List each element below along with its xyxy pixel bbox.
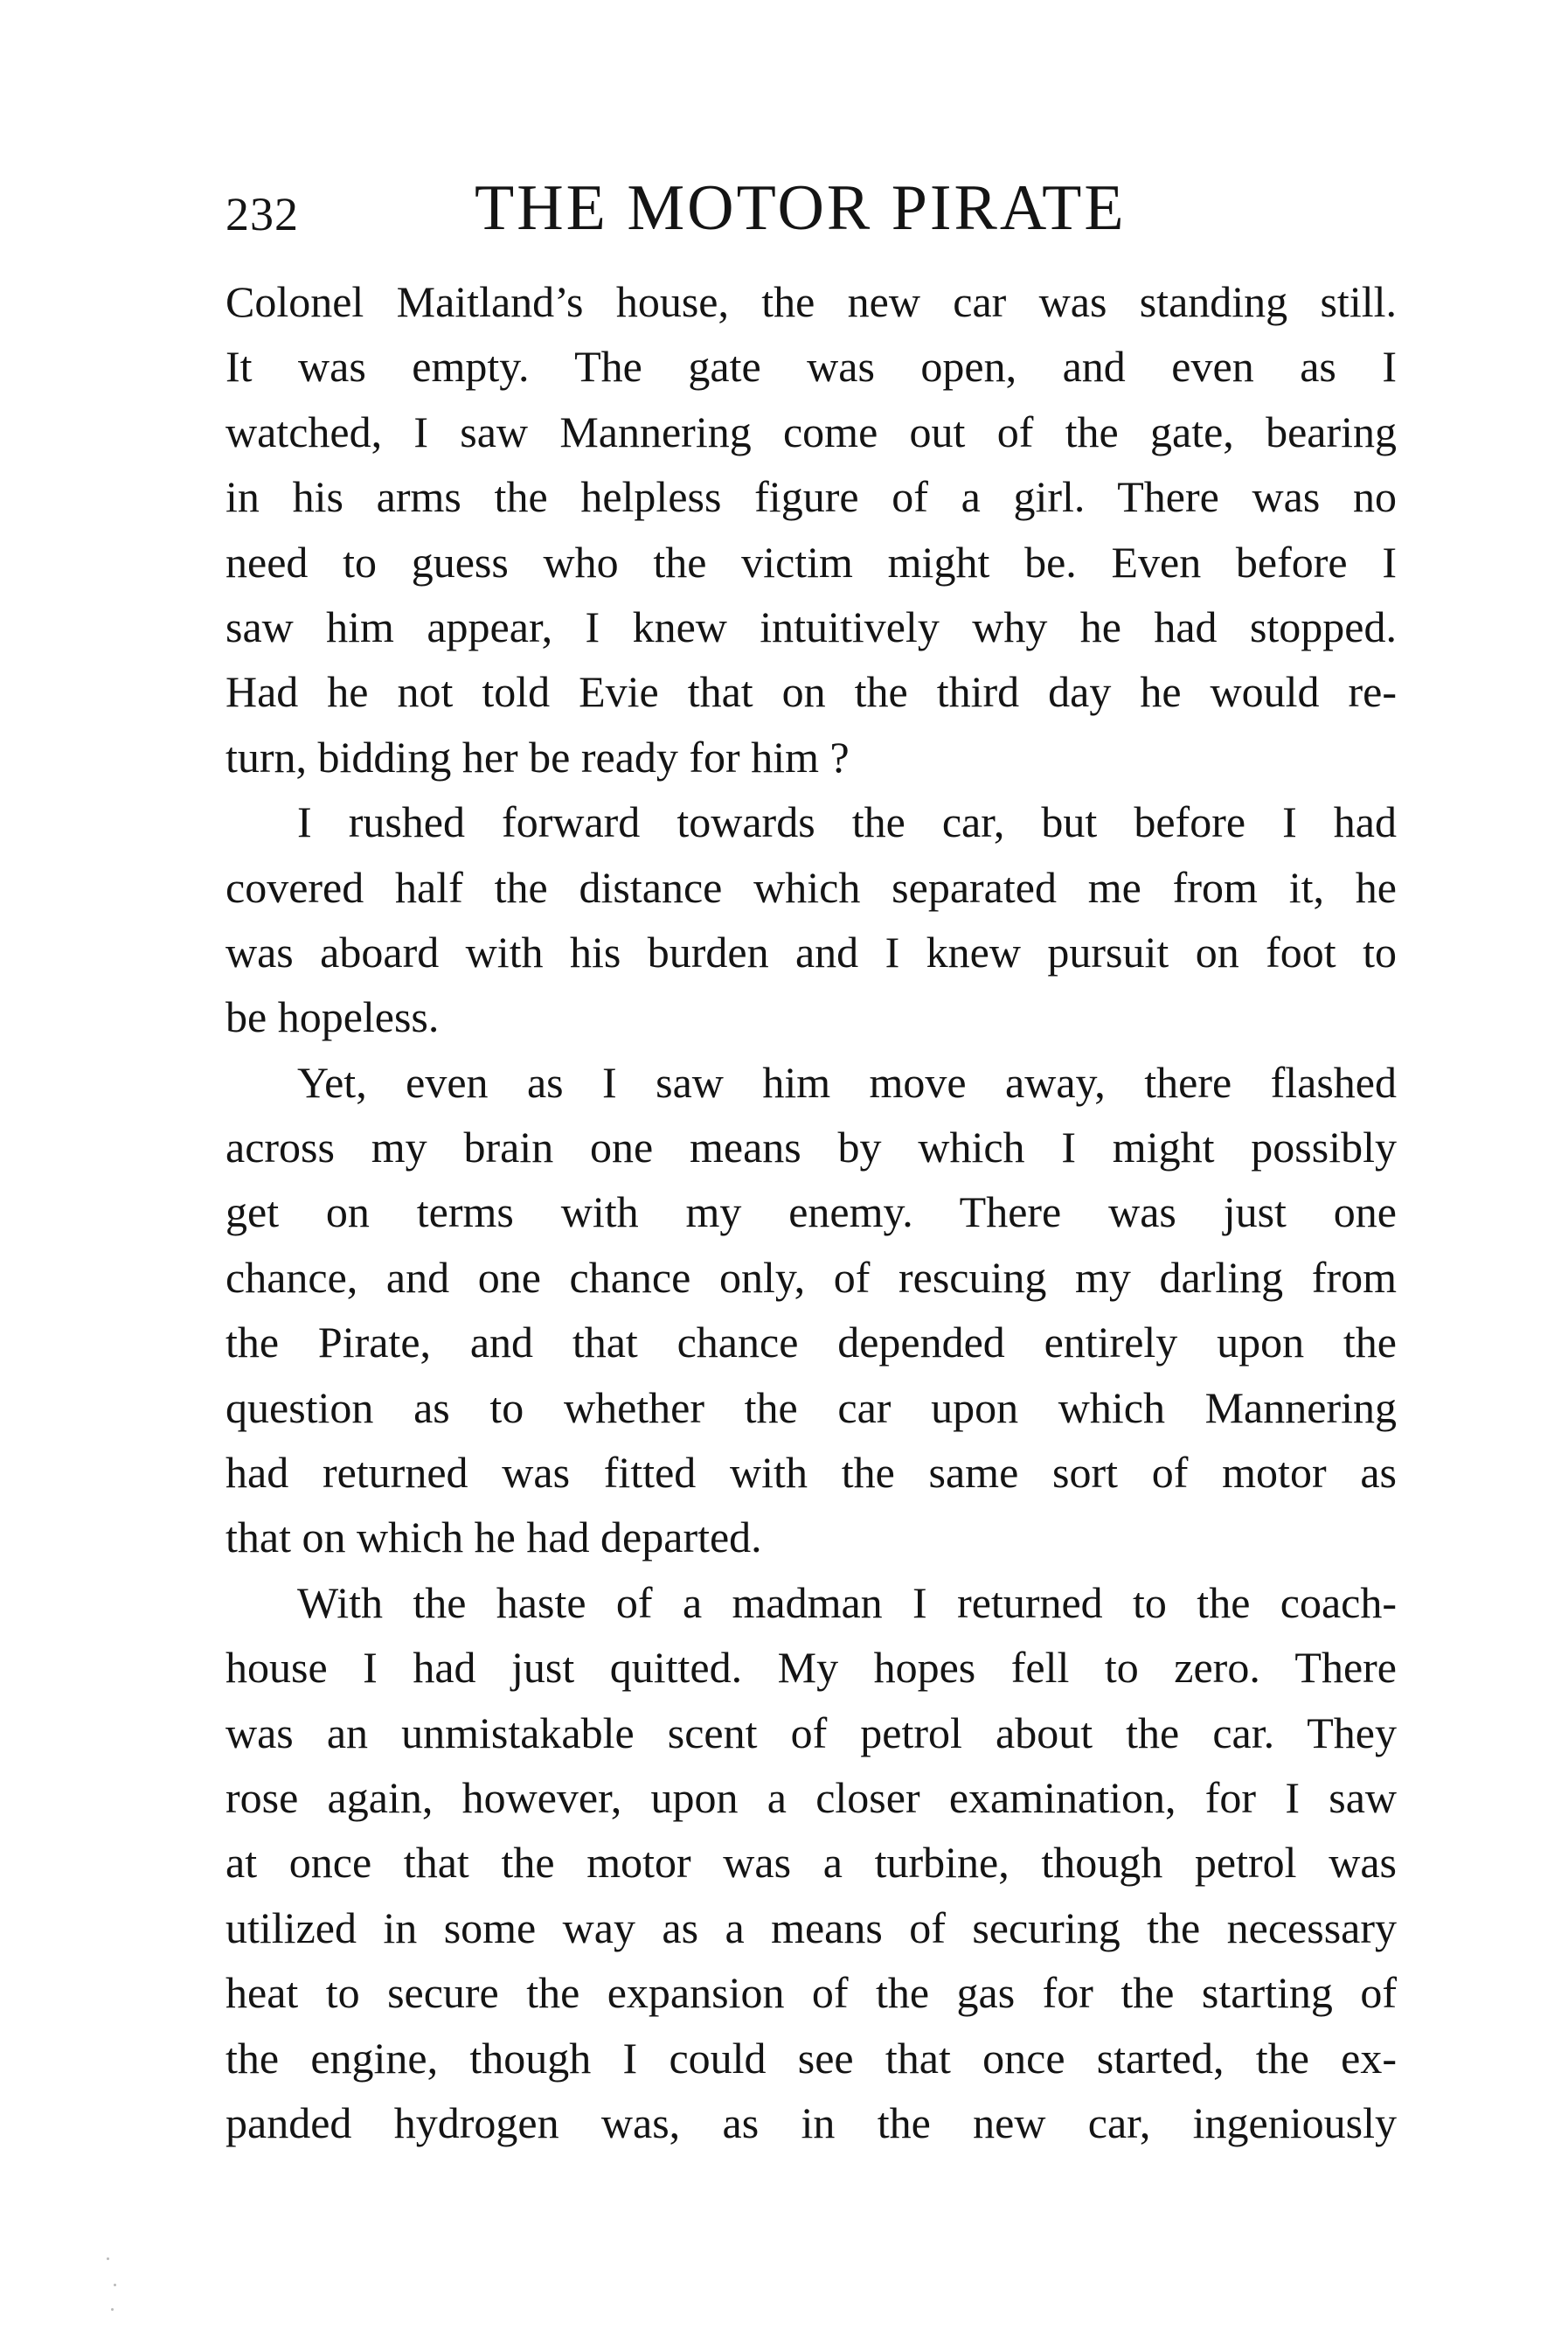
paper-speck	[111, 2308, 114, 2311]
text-line: watched, I saw Mannering come out of the gate, bearing	[225, 407, 1397, 456]
paper-speck	[114, 2284, 116, 2286]
text-line: the Pirate, and that chance depended entirely upon the	[225, 1318, 1397, 1367]
text-line: across my brain one means by which I might possibly	[225, 1123, 1397, 1172]
text-line: Had he not told Evie that on the third day he would re-	[225, 667, 1397, 717]
text-line: turn, bidding her be ready for him ?	[225, 732, 850, 782]
text-line: get on terms with my enemy. There was just one	[225, 1187, 1397, 1237]
text-line: was an unmistakable scent of petrol about the car. They	[225, 1708, 1397, 1757]
text-line: be hopeless.	[225, 992, 440, 1042]
body-text	[225, 269, 1397, 2155]
text-line: I rushed forward towards the car, but before I had	[297, 797, 1397, 847]
text-line: saw him appear, I knew intuitively why he had stopped.	[225, 602, 1397, 651]
text-line: in his arms the helpless figure of a girl. There was no	[225, 472, 1397, 522]
text-line: rose again, however, upon a closer examination, for I saw	[225, 1772, 1397, 1822]
text-line: Yet, even as I saw him move away, there flashed	[297, 1057, 1397, 1107]
running-head	[225, 171, 1432, 250]
text-line: Colonel Maitland’s house, the new car was standing still.	[225, 277, 1397, 326]
text-line: covered half the distance which separated me from it, he	[225, 862, 1397, 912]
text-line: house I had just quitted. My hopes fell to zero. There	[225, 1643, 1397, 1693]
text-line: heat to secure the expansion of the gas for the starting of	[225, 1968, 1397, 2018]
text-line: need to guess who the victim might be. Even before I	[225, 537, 1397, 587]
text-line: had returned was fitted with the same sort of motor as	[225, 1448, 1397, 1498]
text-line: It was empty. The gate was open, and even as I	[225, 342, 1397, 392]
text-line: With the haste of a madman I returned to the coach-	[297, 1577, 1397, 1627]
text-line: panded hydrogen was, as in the new car, ingeniously	[225, 2097, 1397, 2147]
text-line: was aboard with his burden and I knew pursuit on foot to	[225, 927, 1397, 977]
text-line: that on which he had departed.	[225, 1513, 762, 1562]
paper-speck	[107, 2257, 109, 2260]
text-line: at once that the motor was a turbine, though petrol was	[225, 1838, 1397, 1888]
page-number: 232	[225, 188, 299, 240]
text-line: the engine, though I could see that once started, the ex-	[225, 2033, 1397, 2083]
text-line: chance, and one chance only, of rescuing my darling from	[225, 1252, 1397, 1302]
text-line: question as to whether the car upon which Mannering	[225, 1382, 1397, 1432]
text-line: utilized in some way as a means of securing the necessary	[225, 1902, 1397, 1952]
running-title: THE MOTOR PIRATE	[475, 172, 1127, 244]
